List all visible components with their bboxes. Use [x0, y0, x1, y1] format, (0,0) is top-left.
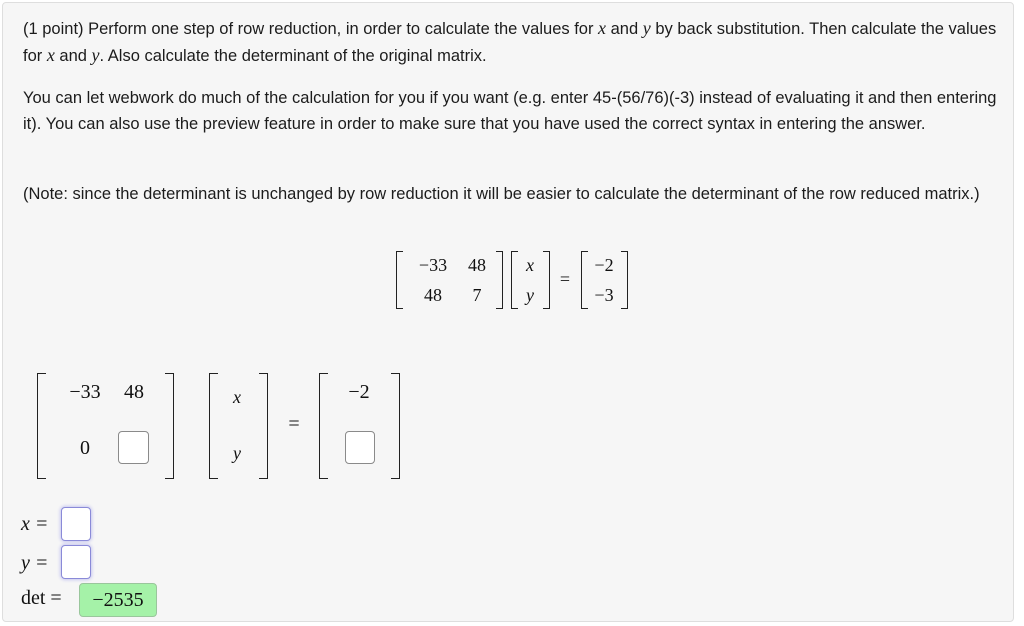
equals-sign: = — [559, 269, 571, 289]
problem-statement: (1 point) Perform one step of row reduction, in order to calculate the values for x and y by back substitution. Then calculate the values for x and y. Also calculate the determinant of the original matrix. — [23, 18, 997, 65]
problem-panel — [2, 2, 1014, 622]
vector-x: x — [526, 255, 534, 275]
matrix-a-left-bracket — [396, 251, 403, 309]
y-answer-input[interactable] — [61, 545, 91, 579]
reduced-cell-11: −33 — [69, 381, 101, 403]
reduced-matrix-left-bracket — [37, 373, 46, 479]
reduced-cell-21: 0 — [80, 437, 90, 459]
vector-b-cell-2: −3 — [594, 285, 614, 305]
reduced-matrix-right-bracket — [165, 373, 174, 479]
det-answer-input[interactable]: −2535 — [79, 583, 157, 617]
det-answer-label: det = — [21, 587, 62, 609]
y-answer-label: y = — [21, 552, 49, 574]
reduced-equals-sign: = — [288, 413, 300, 435]
reduced-system — [33, 371, 413, 483]
reduced-vector-x: x — [233, 387, 241, 407]
vector-b-cell-1: −2 — [594, 255, 614, 275]
matrix-a-right-bracket — [496, 251, 503, 309]
x-answer-input[interactable] — [61, 507, 91, 541]
vector-y: y — [526, 285, 534, 305]
reduced-b2-input[interactable] — [345, 431, 375, 464]
reduced-vector-xy-right-bracket — [259, 373, 268, 479]
vector-xy-right-bracket — [543, 251, 550, 309]
matrix-a-cell-12: 48 — [468, 255, 486, 275]
instructions-paragraph: You can let webwork do much of the calculation for you if you want (e.g. enter 45-(56/76)(-3) instead of evaluating it and then entering it). You can also use the preview feature in order to make sure that you have used the correct syntax in entering the answer. — [23, 89, 997, 133]
x-answer-label: x = — [21, 513, 49, 535]
matrix-a-cell-22: 7 — [472, 285, 482, 305]
reduced-vector-b-cell-1: −2 — [348, 381, 370, 403]
original-system — [393, 247, 653, 311]
reduced-cell-12: 48 — [124, 381, 144, 403]
note-paragraph: (Note: since the determinant is unchanged by row reduction it will be easier to calculate the determinant of the row reduced matrix.) — [23, 185, 980, 203]
matrix-a-cell-11: −33 — [418, 255, 448, 275]
reduced-vector-xy-left-bracket — [209, 373, 218, 479]
reduced-vector-b-right-bracket — [391, 373, 400, 479]
vector-b-right-bracket — [621, 251, 628, 309]
reduced-a22-input[interactable] — [118, 431, 149, 464]
points-label: (1 point) — [23, 20, 84, 38]
matrix-a-cell-21: 48 — [424, 285, 442, 305]
reduced-vector-y: y — [233, 443, 241, 463]
